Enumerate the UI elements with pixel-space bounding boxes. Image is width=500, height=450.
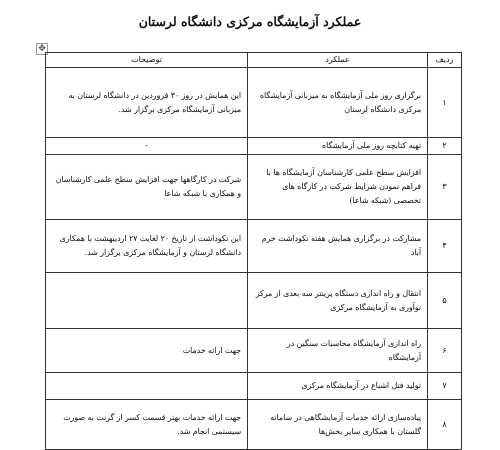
row-index: ۷ [428,373,462,400]
row-activity: برگزاری روز ملی آزمایشگاه به میزبانی آزمایشگاه مرکزی دانشگاه لرستان [248,68,428,138]
row-description [46,373,248,400]
document-title: عملکرد آزمایشگاه مرکزی دانشگاه لرستان [138,14,362,29]
activities-table [45,52,462,450]
row-description: این نکوداشت از تاریخ ۲۰ لغایت ۲۷ اردیبهشت با همکاری دانشگاه لرستان و آزمایشگاه مرکزی برگزار شد. [46,220,248,273]
row-activity: راه اندازی آزمایشگاه محاسبات سنگین در آزمایشگاه [248,329,428,373]
table-row [46,373,462,400]
row-description: - [46,138,248,155]
row-index: ۳ [428,155,462,220]
row-index: ۱ [428,68,462,138]
row-index: ۲ [428,138,462,155]
row-activity: تهیه کتابچه روز ملی آزمایشگاه [248,138,428,155]
table-row [46,400,462,450]
row-description: این همایش در روز ۳۰ فروردین در دانشگاه لرستان به میزبانی آزمایشگاه مرکزی برگزار شد. [46,68,248,138]
table-row [46,273,462,329]
header-description: توضیحات [46,53,248,68]
header-activity: عملکرد [248,53,428,68]
header-index: ردیف [428,53,462,68]
row-index: ۴ [428,220,462,273]
table-header-row [46,53,462,68]
table-row [46,220,462,273]
row-description: جهت ارائه خدمات [46,329,248,373]
row-index: ۵ [428,273,462,329]
row-index: ۸ [428,400,462,450]
table-row [46,155,462,220]
table-row [46,138,462,155]
table-row [46,68,462,138]
table-row [46,329,462,373]
row-index: ۶ [428,329,462,373]
row-description: جهت ارائه خدمات بهتر قسمت کسر از گرنت به صورت سیستمی انجام شد. [46,400,248,450]
row-activity: پیاده‌سازی ارائه خدمات آزمایشگاهی در سامانه گلستان با همکاری سایر بخش‌ها [248,400,428,450]
row-activity: تولید فتل اشباع در آزمایشگاه مرکزی [248,373,428,400]
row-activity: انتقال و راه اندازی دستگاه پرینتر سه بعدی از مرکز نوآوری به آزمایشگاه مرکزی [248,273,428,329]
row-activity: افزایش سطح علمی کارشناسان آزمایشگاه ها با فراهم نمودن شرایط شرکت در کارگاه های تخصصی (شبکه شاعا) [248,155,428,220]
row-activity: مشارکت در برگزاری همایش هفته نکوداشت خرم آباد [248,220,428,273]
row-description: شرکت در کارگاهها جهت افزایش سطح علمی کارشناسان و همکاری با شبکه شاعا [46,155,248,220]
row-description [46,273,248,329]
table-move-handle-icon[interactable]: ✥ [36,43,48,55]
